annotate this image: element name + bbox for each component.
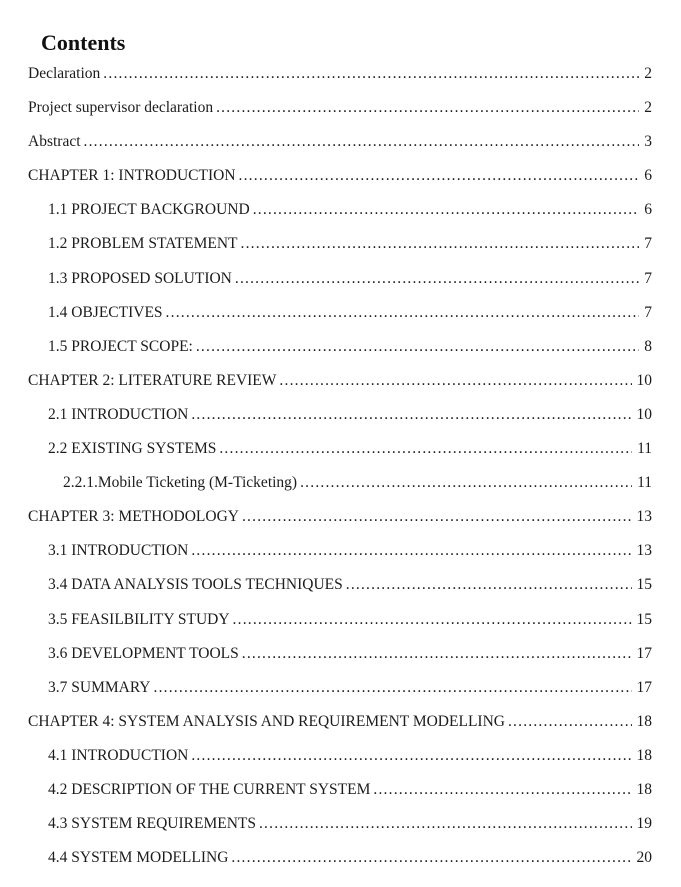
toc-entry-page-number: 18 (636, 746, 652, 764)
toc-entry-page-number: 15 (636, 576, 652, 594)
toc-dot-leader (259, 807, 632, 841)
toc-dot-leader (508, 705, 632, 739)
toc-entry-label: Project supervisor declaration (28, 99, 214, 117)
toc-entry-page-number: 20 (636, 849, 652, 867)
toc-dot-leader (253, 193, 640, 227)
toc-dot-leader (242, 637, 632, 671)
toc-entry-label: CHAPTER 1: INTRODUCTION (28, 167, 236, 185)
toc-entry[interactable] (28, 466, 652, 500)
toc-dot-leader (166, 296, 640, 330)
toc-entry[interactable] (28, 500, 652, 534)
toc-dot-leader (219, 432, 632, 466)
toc-entry-label: 1.1 PROJECT BACKGROUND (48, 201, 250, 219)
toc-entry-page-number: 3 (644, 133, 652, 151)
toc-entry-page-number: 7 (644, 303, 652, 321)
toc-entry-page-number: 17 (636, 644, 652, 662)
toc-entry-label: 3.6 DEVELOPMENT TOOLS (48, 644, 239, 662)
toc-entry[interactable] (28, 193, 652, 227)
toc-entry-page-number: 8 (644, 337, 652, 355)
toc-entry[interactable] (28, 364, 652, 398)
toc-entry-page-number: 13 (636, 542, 652, 560)
toc-dot-leader (154, 671, 632, 705)
toc-entry-page-number: 18 (636, 712, 652, 730)
toc-entry-label: 4.4 SYSTEM MODELLING (48, 849, 229, 867)
toc-entry-label: 1.3 PROPOSED SOLUTION (48, 269, 232, 287)
toc-entry[interactable] (28, 125, 652, 159)
toc-entry[interactable] (28, 807, 652, 841)
toc-entry[interactable] (28, 91, 652, 125)
toc-entry-label: 4.3 SYSTEM REQUIREMENTS (48, 815, 256, 833)
toc-entry-label: CHAPTER 3: METHODOLOGY (28, 508, 239, 526)
toc-entry-label: 3.7 SUMMARY (48, 678, 151, 696)
toc-entry[interactable] (28, 57, 652, 91)
toc-dot-leader (216, 91, 639, 125)
toc-entry-page-number: 2 (644, 99, 652, 117)
toc-entry-label: 3.5 FEASILBILITY STUDY (48, 610, 230, 628)
toc-entry-page-number: 10 (636, 371, 652, 389)
toc-entry-page-number: 6 (644, 201, 652, 219)
toc-entry-page-number: 17 (636, 678, 652, 696)
toc-dot-leader (241, 227, 640, 261)
toc-entry-label: 4.2 DESCRIPTION OF THE CURRENT SYSTEM (48, 780, 371, 798)
toc-dot-leader (231, 841, 631, 875)
toc-entry[interactable] (28, 432, 652, 466)
toc-entry-label: 2.1 INTRODUCTION (48, 405, 189, 423)
toc-dot-leader (279, 364, 631, 398)
toc-entry-page-number: 7 (644, 269, 652, 287)
toc-entry[interactable] (28, 637, 652, 671)
toc-entry-label: 1.5 PROJECT SCOPE: (48, 337, 193, 355)
toc-entry-label: 4.1 INTRODUCTION (48, 746, 189, 764)
toc-entry-label: CHAPTER 4: SYSTEM ANALYSIS AND REQUIREMENT MODELLING (28, 712, 505, 730)
toc-dot-leader (373, 773, 631, 807)
toc-entry[interactable] (28, 159, 652, 193)
toc-entry[interactable] (28, 296, 652, 330)
toc-dot-leader (235, 262, 639, 296)
toc-entry-page-number: 6 (644, 167, 652, 185)
toc-list (28, 57, 652, 875)
toc-dot-leader (191, 739, 631, 773)
toc-entry-page-number: 19 (636, 815, 652, 833)
toc-dot-leader (191, 398, 631, 432)
toc-dot-leader (242, 500, 632, 534)
toc-dot-leader (84, 125, 640, 159)
toc-entry[interactable] (28, 330, 652, 364)
toc-dot-leader (239, 159, 640, 193)
toc-entry-label: 3.4 DATA ANALYSIS TOOLS TECHNIQUES (48, 576, 343, 594)
toc-entry[interactable] (28, 671, 652, 705)
toc-entry[interactable] (28, 603, 652, 637)
toc-entry-page-number: 15 (636, 610, 652, 628)
toc-entry-page-number: 7 (644, 235, 652, 253)
toc-entry-page-number: 11 (637, 440, 652, 458)
toc-entry[interactable] (28, 262, 652, 296)
toc-entry[interactable] (28, 773, 652, 807)
toc-entry[interactable] (28, 568, 652, 602)
toc-entry[interactable] (28, 398, 652, 432)
toc-dot-leader (196, 330, 639, 364)
toc-entry-label: CHAPTER 2: LITERATURE REVIEW (28, 371, 277, 389)
toc-entry-label: Abstract (28, 133, 81, 151)
toc-entry[interactable] (28, 705, 652, 739)
toc-entry-label: 2.2.1.Mobile Ticketing (M-Ticketing) (63, 474, 298, 492)
toc-dot-leader (346, 568, 632, 602)
toc-dot-leader (103, 57, 639, 91)
toc-entry-page-number: 13 (636, 508, 652, 526)
contents-title: Contents (41, 30, 126, 55)
toc-entry-page-number: 2 (644, 65, 652, 82)
toc-entry-label: Declaration (28, 65, 101, 82)
toc-entry-page-number: 10 (636, 405, 652, 423)
toc-entry-label: 3.1 INTRODUCTION (48, 542, 189, 560)
toc-dot-leader (300, 466, 632, 500)
toc-entry-page-number: 18 (636, 780, 652, 798)
toc-entry-label: 2.2 EXISTING SYSTEMS (48, 440, 217, 458)
toc-dot-leader (191, 534, 631, 568)
toc-entry-page-number: 11 (637, 474, 652, 492)
toc-entry[interactable] (28, 227, 652, 261)
toc-dot-leader (233, 603, 632, 637)
toc-entry[interactable] (28, 841, 652, 875)
toc-entry[interactable] (28, 739, 652, 773)
toc-entry[interactable] (28, 534, 652, 568)
toc-entry-label: 1.2 PROBLEM STATEMENT (48, 235, 238, 253)
toc-entry-label: 1.4 OBJECTIVES (48, 303, 163, 321)
